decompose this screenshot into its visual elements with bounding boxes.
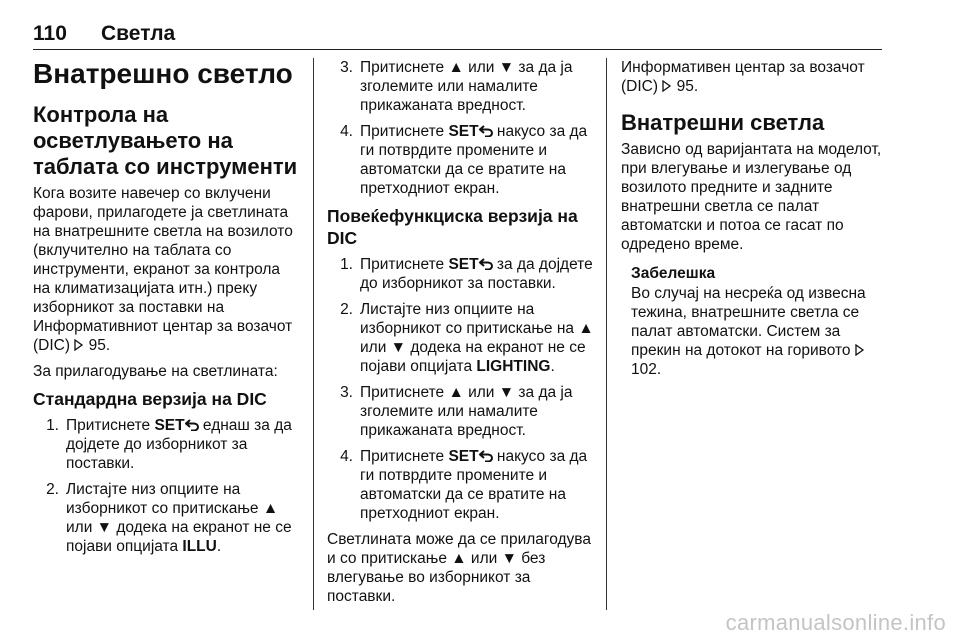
- set-key: SET: [448, 448, 479, 465]
- list-item: 1. Притиснете SET еднаш за да дојдете до изборникот за поставки.: [46, 417, 292, 472]
- back-arrow-icon: [185, 419, 199, 431]
- multifunction-steps: [327, 255, 595, 523]
- set-key: SET: [448, 256, 479, 273]
- standard-steps-continued: [327, 58, 595, 198]
- adjust-text: За прилагодување на светлината:: [33, 363, 278, 380]
- page-number: 110: [33, 22, 67, 45]
- dic-reference: Информативен центар за возачот (DIC) 95.: [621, 59, 865, 95]
- interior-lights-body: Зависно од варијантата на моделот, при влегување и излегување од возилото предните и задните внатрешни светла се палат автоматски и потоа се гасат по одредено време.: [621, 141, 882, 253]
- interior-lights-heading: Внатрешни светла: [621, 110, 825, 135]
- main-title: Внатрешно светло: [33, 58, 293, 89]
- lighting-option: LIGHTING: [476, 358, 551, 375]
- set-key: SET: [448, 123, 479, 140]
- column-1: [33, 58, 301, 563]
- reference-arrow-icon: [74, 339, 84, 351]
- note-body: Во случај на несреќа од извесна тежина, внатрешните светла се палат автоматски. Систем за прекин на дотокот на горивото 102.: [631, 285, 866, 378]
- standard-steps: [33, 416, 301, 556]
- intro-paragraph: [33, 184, 301, 355]
- list-item: 4. Притиснете SET накусо за да ги потврдите промените и автоматски да се вратите на претходниот екран.: [340, 123, 588, 197]
- back-arrow-icon: [479, 450, 493, 462]
- list-item: 3. Притиснете ▲ или ▼ за да ја зголемите или намалите прикажаната вредност.: [340, 59, 573, 114]
- list-item: 2. Листајте низ опциите на изборникот со притискање на ▲ или ▼ додека на екранот не се појави опцијата LIGHTING.: [340, 301, 594, 375]
- standard-dic-heading: Стандардна верзија на DIC: [33, 389, 267, 409]
- intro-ref: 95.: [88, 337, 111, 354]
- multifunction-dic-heading: Повеќефункциска верзија на DIC: [327, 206, 578, 248]
- reference-arrow-icon: [855, 344, 865, 356]
- back-arrow-icon: [479, 258, 493, 270]
- header-rule: [33, 49, 882, 50]
- column-2: [327, 58, 595, 613]
- set-key: SET: [154, 417, 185, 434]
- note-block: [621, 264, 889, 379]
- list-item: 3. Притиснете ▲ или ▼ за да ја зголемите или намалите прикажаната вредност.: [340, 384, 573, 439]
- subtitle: Контрола на осветлувањето на таблата со инструменти: [33, 102, 298, 179]
- list-item: 1. Притиснете SET за да дојдете до изборникот за поставки.: [340, 256, 593, 292]
- watermark: carmanualsonline.info: [725, 610, 946, 635]
- illu-option: ILLU: [182, 538, 217, 555]
- list-item: 4. Притиснете SET накусо за да ги потврдите промените и автоматски да се вратите на претходниот екран.: [340, 448, 588, 522]
- note-title: Забелешка: [631, 265, 716, 282]
- section-title: Светла: [101, 22, 176, 45]
- intro-text: Кога возите навечер со вклучени фарови, прилагодете ја светлината на внатрешните светла на возилото (вклучително на таблата со инструменти, екранот за контрола на климатизацијата итн.) преку изборникот за поставки на Информативниот центар за возачот (DIC): [33, 185, 293, 354]
- column-3: [621, 58, 889, 379]
- reference-arrow-icon: [662, 80, 672, 92]
- footer-paragraph: Светлината може да се прилагодува и со притискање ▲ или ▼ без влегување во изборникот за поставки.: [327, 531, 591, 605]
- column-divider: [313, 58, 314, 610]
- list-item: 2. Листајте низ опциите на изборникот со притискање ▲ или ▼ додека на екранот не се појави опцијата ILLU.: [46, 481, 292, 555]
- back-arrow-icon: [479, 125, 493, 137]
- column-divider: [606, 58, 607, 610]
